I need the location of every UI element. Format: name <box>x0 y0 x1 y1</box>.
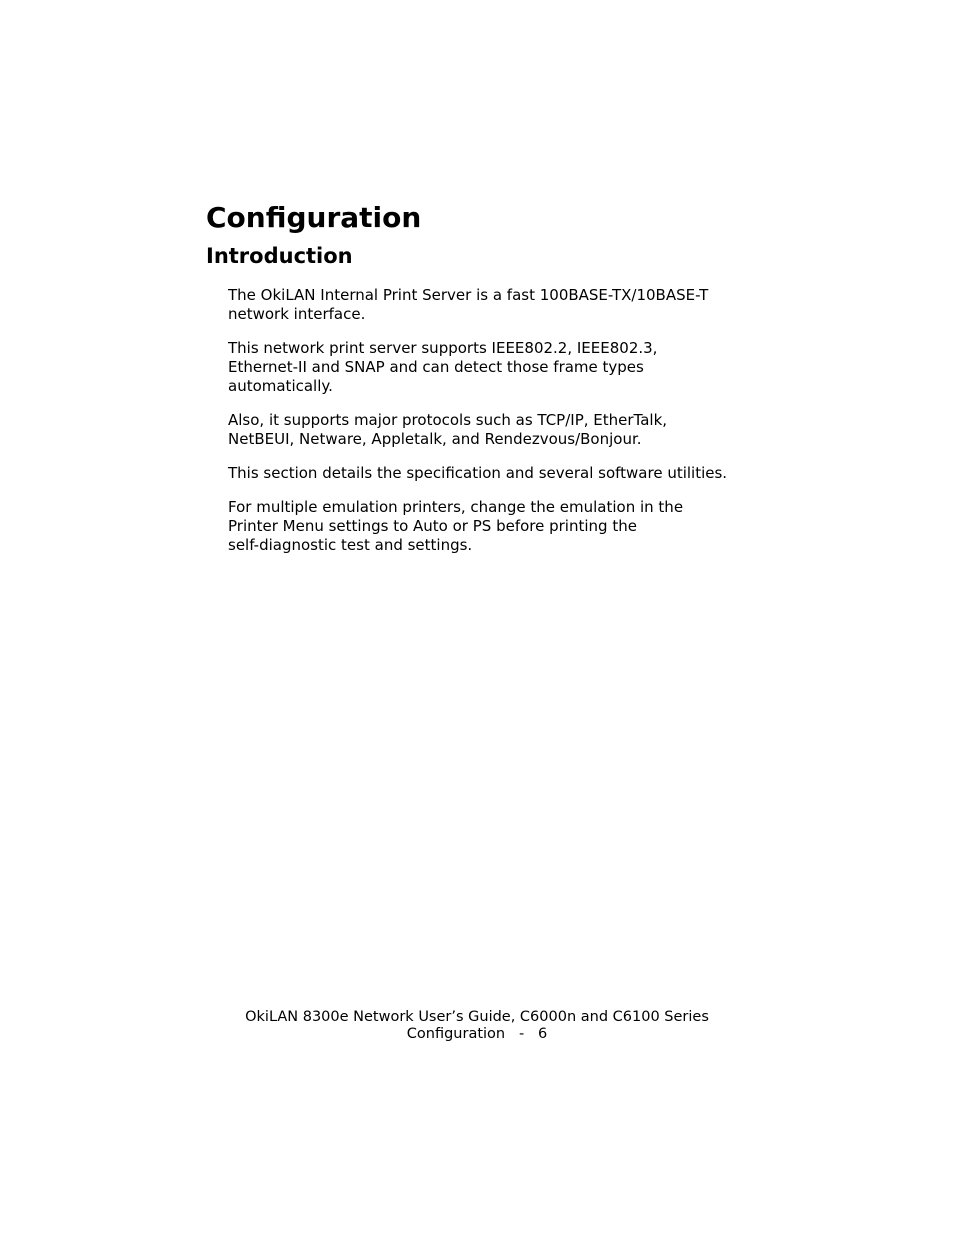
footer-guide-title: OkiLAN 8300e Network User’s Guide, C6000n and C6100 Series <box>245 1009 709 1025</box>
paragraph-intro <box>228 286 768 324</box>
paragraph-line: This section details the specification and several software utilities. <box>228 464 728 482</box>
body-text <box>228 286 768 570</box>
paragraph-protocols <box>228 411 768 449</box>
paragraph-line: This network print server supports IEEE802.2, IEEE802.3, <box>228 339 658 357</box>
section-heading: Introduction <box>206 244 353 268</box>
paragraph-emulation <box>228 498 768 555</box>
paragraph-line: Ethernet-II and SNAP and can detect those frame types <box>228 358 644 376</box>
paragraph-line: automatically. <box>228 377 333 395</box>
paragraph-line: self-diagnostic test and settings. <box>228 536 473 554</box>
page-number: 6 <box>538 1026 548 1042</box>
page-footer <box>0 1009 954 1043</box>
paragraph-line: NetBEUI, Netware, Appletalk, and Rendezvous/Bonjour. <box>228 430 642 448</box>
paragraph-line: Also, it supports major protocols such as TCP/IP, EtherTalk, <box>228 411 668 429</box>
paragraph-line: network interface. <box>228 305 366 323</box>
paragraph-line: The OkiLAN Internal Print Server is a fast 100BASE-TX/10BASE-T <box>228 286 709 304</box>
footer-section: Configuration <box>406 1026 506 1042</box>
paragraph-line: For multiple emulation printers, change the emulation in the <box>228 498 684 516</box>
footer-separator: - <box>518 1026 525 1042</box>
footer-page-ref <box>0 1026 954 1043</box>
paragraph-line: Printer Menu settings to Auto or PS before printing the <box>228 517 637 535</box>
paragraph-section-details <box>228 464 768 483</box>
paragraph-frame-types <box>228 339 768 396</box>
page-title: Configuration <box>206 201 422 234</box>
